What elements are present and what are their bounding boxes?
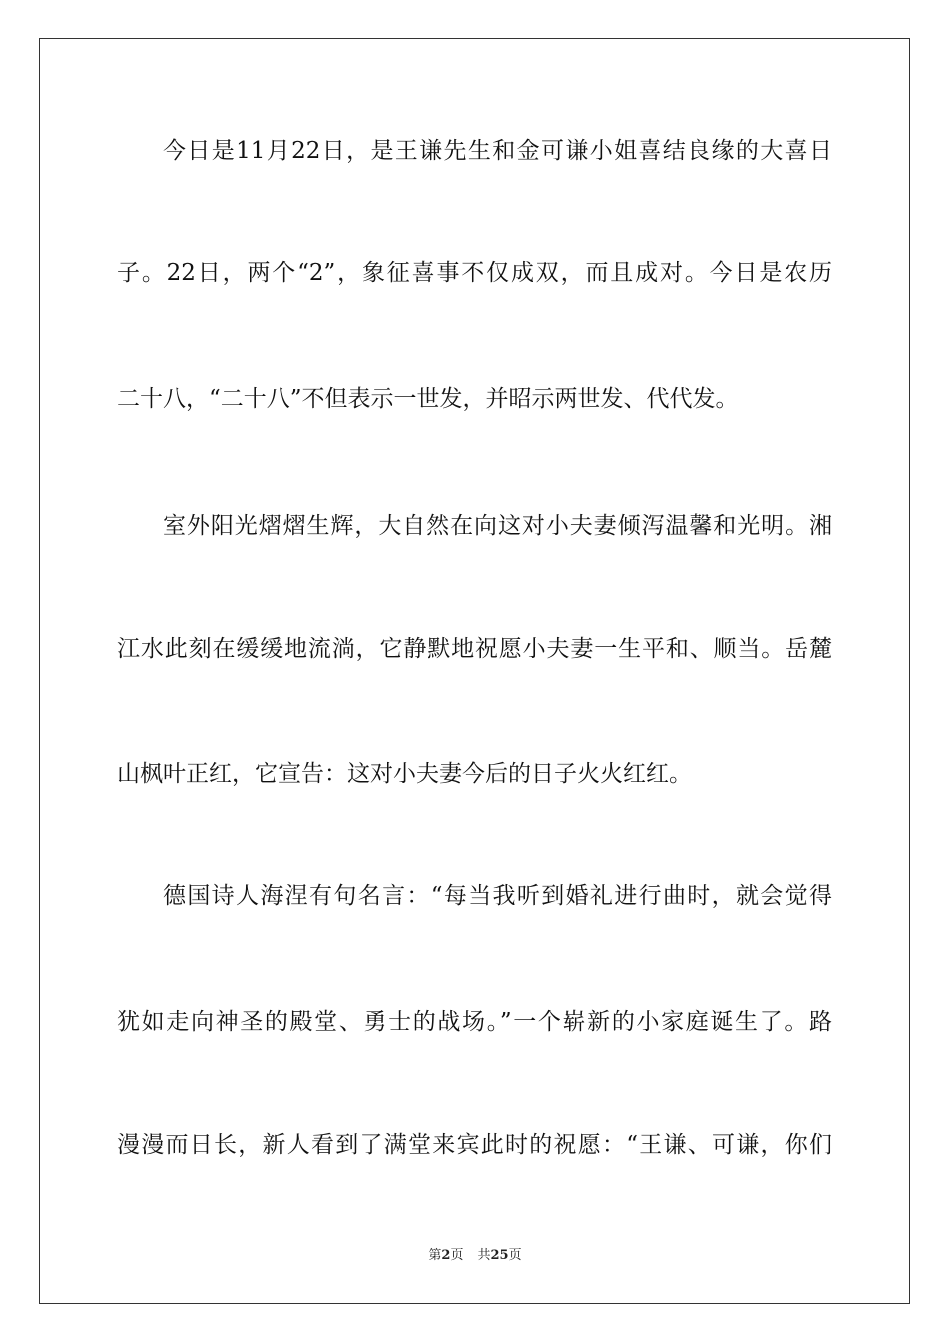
paragraph-2-line-2: 江水此刻在缓缓地流淌，它静默地祝愿小夫妻一生平和、顺当。岳麓 — [117, 636, 832, 662]
paragraph-1-line-3: 二十八，“二十八”不但表示一世发，并昭示两世发、代代发。 — [117, 386, 739, 412]
page-frame — [39, 38, 910, 1304]
paragraph-1-line-1: 今日是11月22日，是王谦先生和金可谦小姐喜结良缘的大喜日 — [163, 138, 832, 164]
paragraph-2-line-3: 山枫叶正红，它宣告：这对小夫妻今后的日子火火红红。 — [117, 761, 692, 787]
total-prefix: 共 — [477, 1248, 491, 1263]
paragraph-2-line-1: 室外阳光熠熠生辉，大自然在向这对小夫妻倾泻温馨和光明。湘 — [163, 513, 832, 539]
page-number: 2 — [441, 1248, 451, 1263]
paragraph-3-line-2: 犹如走向神圣的殿堂、勇士的战场。”一个崭新的小家庭诞生了。路 — [117, 1009, 832, 1035]
page-footer — [0, 1247, 950, 1265]
paragraph-3-line-1: 德国诗人海涅有句名言：“每当我听到婚礼进行曲时，就会觉得 — [163, 883, 832, 909]
page-prefix: 第 — [428, 1248, 442, 1263]
paragraph-3-line-3: 漫漫而日长，新人看到了满堂来宾此时的祝愿：“王谦、可谦，你们 — [117, 1132, 832, 1158]
total-suffix: 页 — [508, 1248, 522, 1263]
paragraph-1-line-2: 子。22日，两个“2”，象征喜事不仅成双，而且成对。今日是农历 — [117, 260, 832, 286]
total-pages: 25 — [490, 1248, 509, 1263]
page-suffix: 页 — [450, 1248, 464, 1263]
